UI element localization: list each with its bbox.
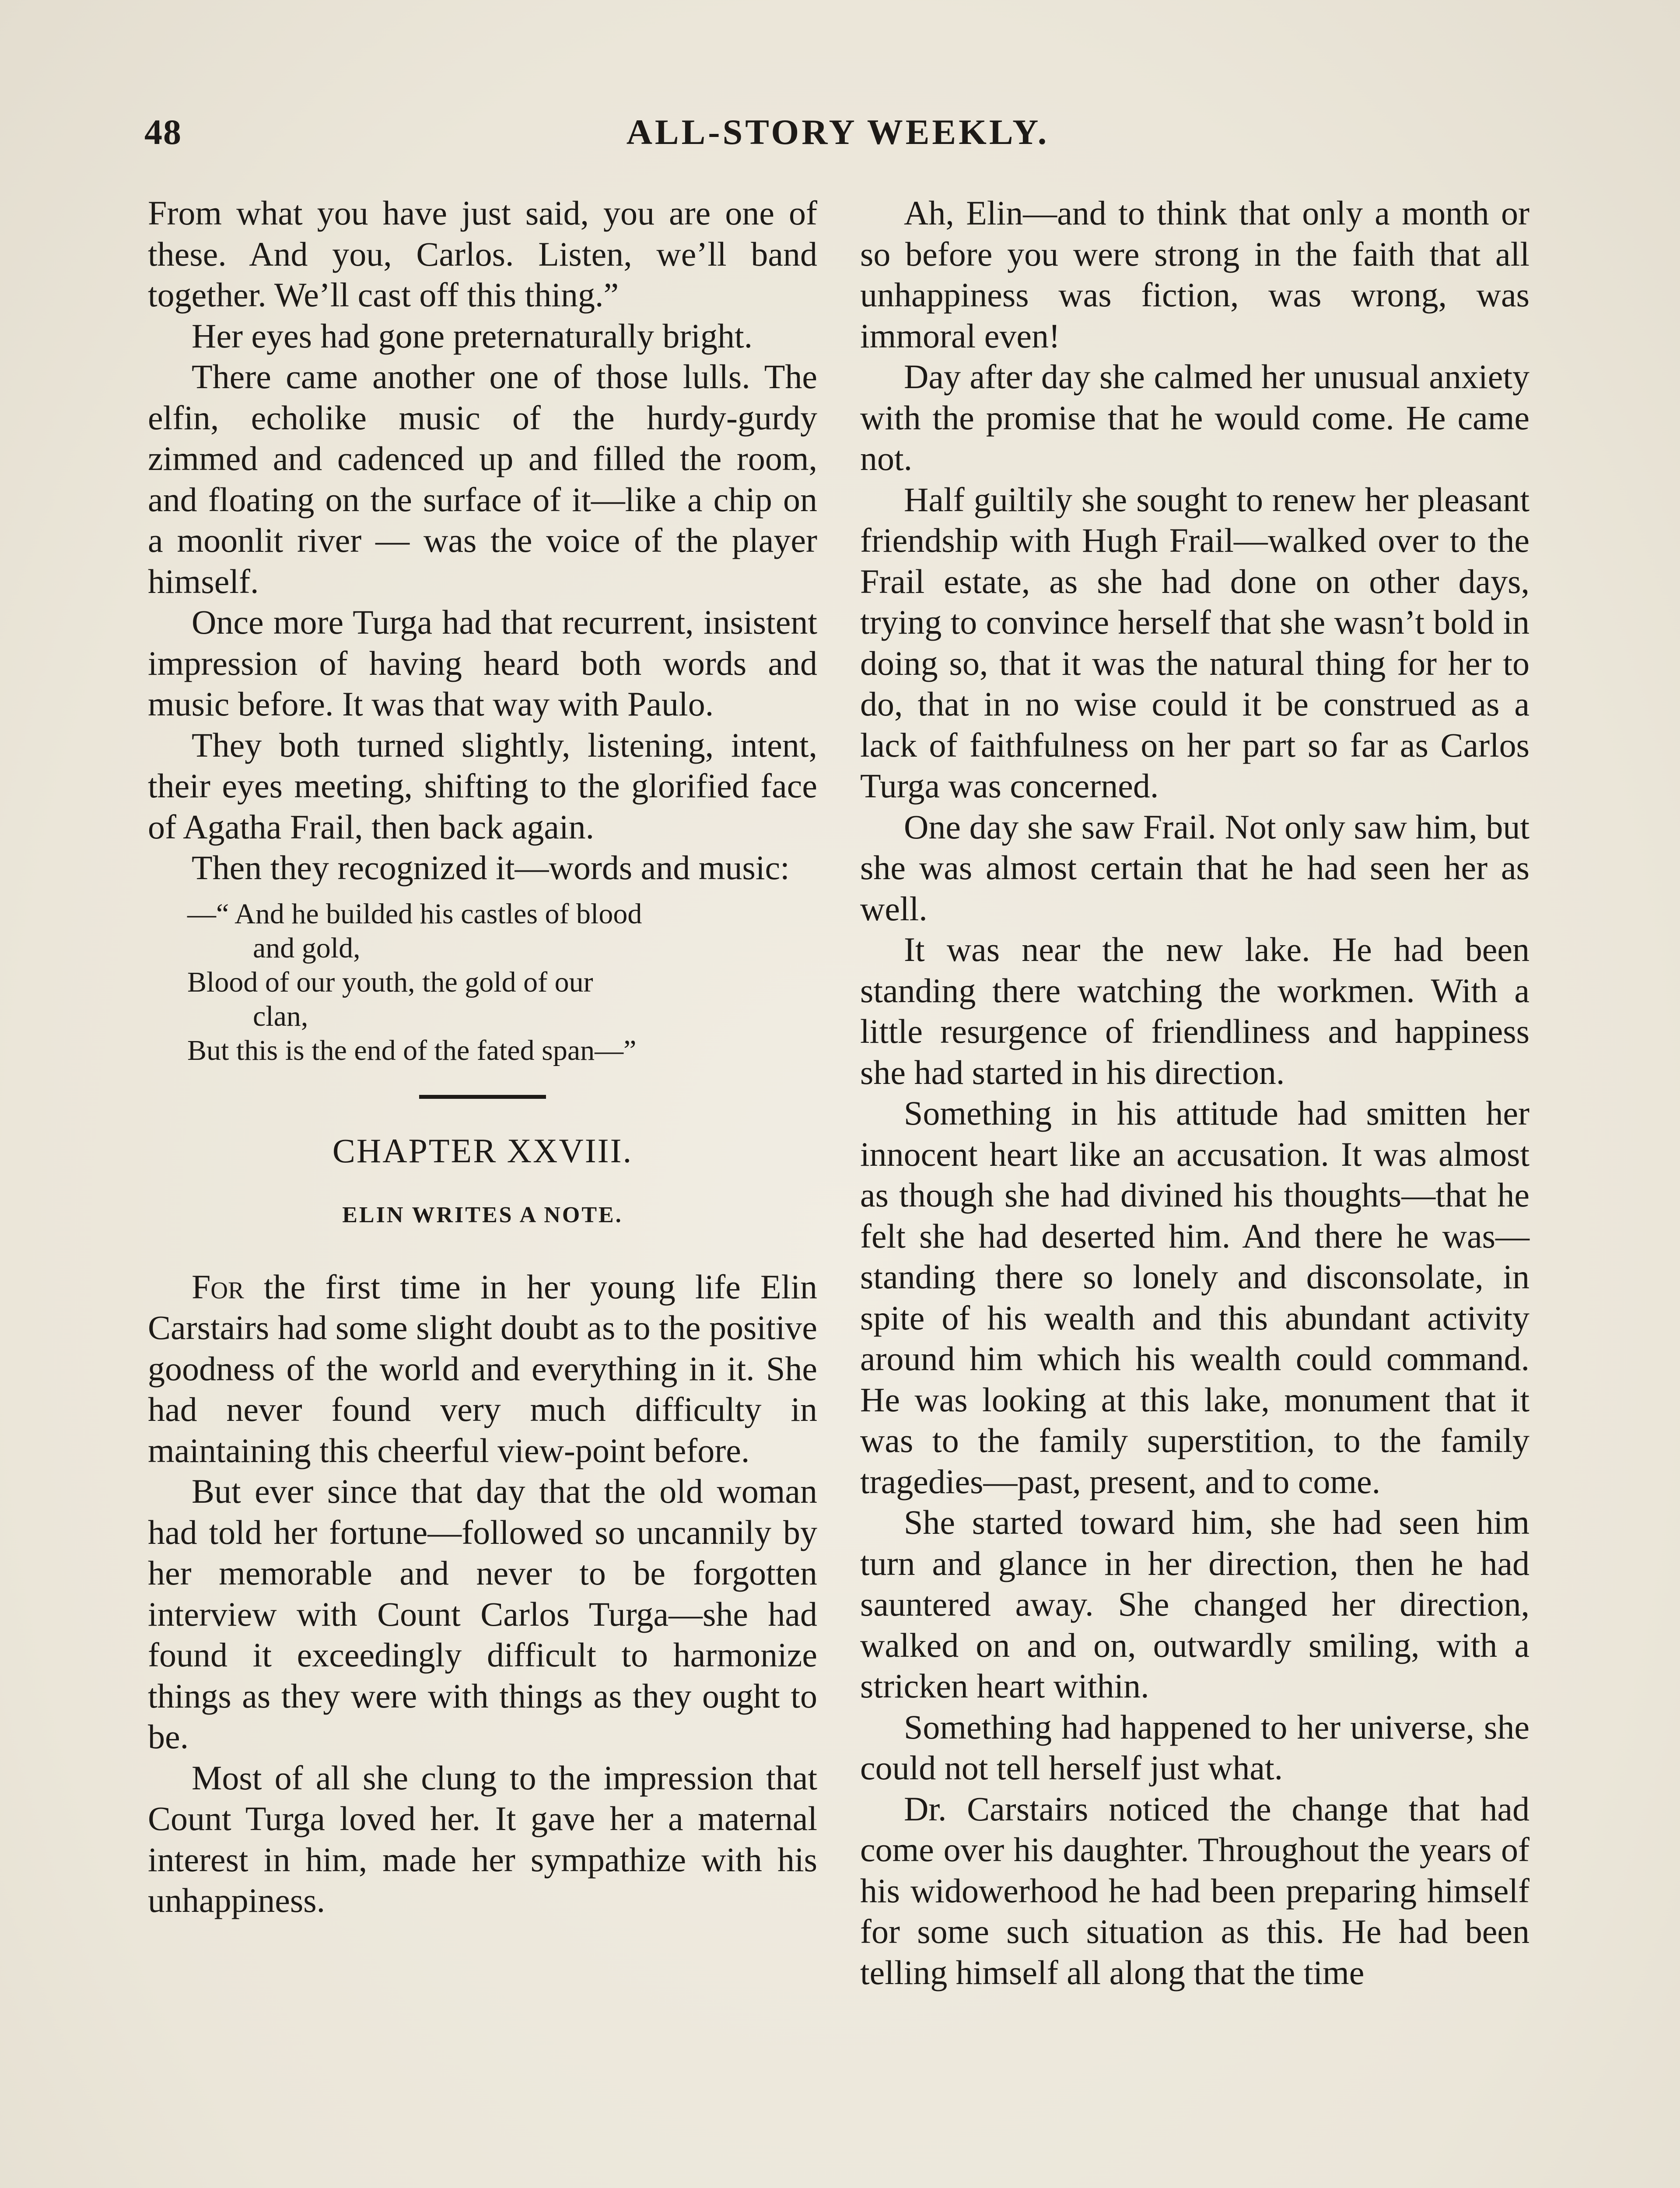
verse-line: and gold, [253,932,360,964]
paragraph: Something in his attitude had smitten her innocent heart like an accusation. It was almost as though she had divined his thoughts—that he felt she had deserted him. And there he was—standing there so lonely and disconsolate, in spite of his wealth and this abundant activity around him which his wealth could command. He was looking at this lake, monument that it was to the family superstition, to the family tragedies—past, present, and to come. [860,1094,1530,1501]
paragraph: She started toward him, she had seen him turn and glance in her direction, then he had sauntered away. She changed her direction, walked on and on, outwardly smiling, with a stricken heart within. [860,1503,1530,1705]
paragraph: From what you have just said, you are one of these. And you, Carlos. Listen, we’ll band together. We’ll cast off this thing.” [148,194,817,314]
paragraph: Her eyes had gone preternaturally bright. [192,316,753,355]
verse-line: Blood of our youth, the gold of our [187,966,593,998]
paragraph: Day after day she calmed her unusual anxiety with the promise that he would come. He came not. [860,358,1530,477]
right-column [860,193,1530,1993]
paragraph: They both turned slightly, listening, intent, their eyes meeting, shifting to the glorified face of Agatha Frail, then back again. [148,726,817,846]
lead-in-word: For [192,1267,244,1306]
paragraph: One day she saw Frail. Not only saw him, but she was almost certain that he had seen her as well. [860,807,1530,928]
paragraph: But ever since that day that the old woman had told her fortune—followed so uncannily by her memorable and never to be forgotten interview with Count Carlos Turga—she had found it exceedingly difficult to harmonize things as they were with things as they ought to be. [148,1472,817,1756]
section-divider [419,1095,546,1099]
chapter-title: CHAPTER XXVIII. [332,1131,633,1170]
verse-line: But this is the end of the fated span—” [187,1034,637,1066]
left-column [148,193,817,1921]
paragraph-text: the first time in her young life Elin Carstairs had some slight doubt as to the positive goodness of the world and everything in it. She had never found very much difficulty in maintaining this cheerful view-point before. [148,1267,817,1469]
paragraph: Then they recognized it—words and music: [192,849,790,887]
verse-line: —“ And he builded his castles of blood [187,898,642,930]
verse-line: clan, [253,1000,308,1032]
paragraph: Most of all she clung to the impression that Count Turga loved her. It gave her a maternal interest in him, made her sympathize with his unhappiness. [148,1758,817,1919]
paragraph: It was near the new lake. He had been standing there watching the workmen. With a little resurgence of friendliness and happiness she had started in his direction. [860,930,1530,1091]
paragraph: Ah, Elin—and to think that only a month or so before you were strong in the faith that all unhappiness was fiction, was wrong, was immoral even! [860,194,1530,355]
verse-block [187,897,817,1068]
chapter-subtitle: ELIN WRITES A NOTE. [342,1203,623,1227]
paragraph [148,1266,817,1471]
page-number: 48 [144,112,182,152]
paragraph: Half guiltily she sought to renew her pleasant friendship with Hugh Frail—walked over to the Frail estate, as she had done on other days, trying to convince herself that she wasn’t bold in doing so, that it was the natural thing for her to do, that in no wise could it be construed as a lack of faithfulness on her part so far as Carlos Turga was concerned. [860,480,1530,805]
paragraph: There came another one of those lulls. The elfin, echolike music of the hurdy-gurdy zimmed and cadenced up and filled the room, and floating on the surface of it—like a chip on a moonlit river — was the voice of the player himself. [148,358,817,600]
paragraph: Once more Turga had that recurrent, insistent impression of having heard both words and music before. It was that way with Paulo. [148,603,817,723]
page-header [144,112,1531,160]
paragraph: Something had happened to her universe, she could not tell herself just what. [860,1708,1530,1787]
running-title: ALL-STORY WEEKLY. [626,112,1050,152]
paragraph: Dr. Carstairs noticed the change that had come over his daughter. Throughout the years of his widowerhood he had been preparing himself for some such situation as this. He had been telling himself all along that the time [860,1789,1530,1992]
